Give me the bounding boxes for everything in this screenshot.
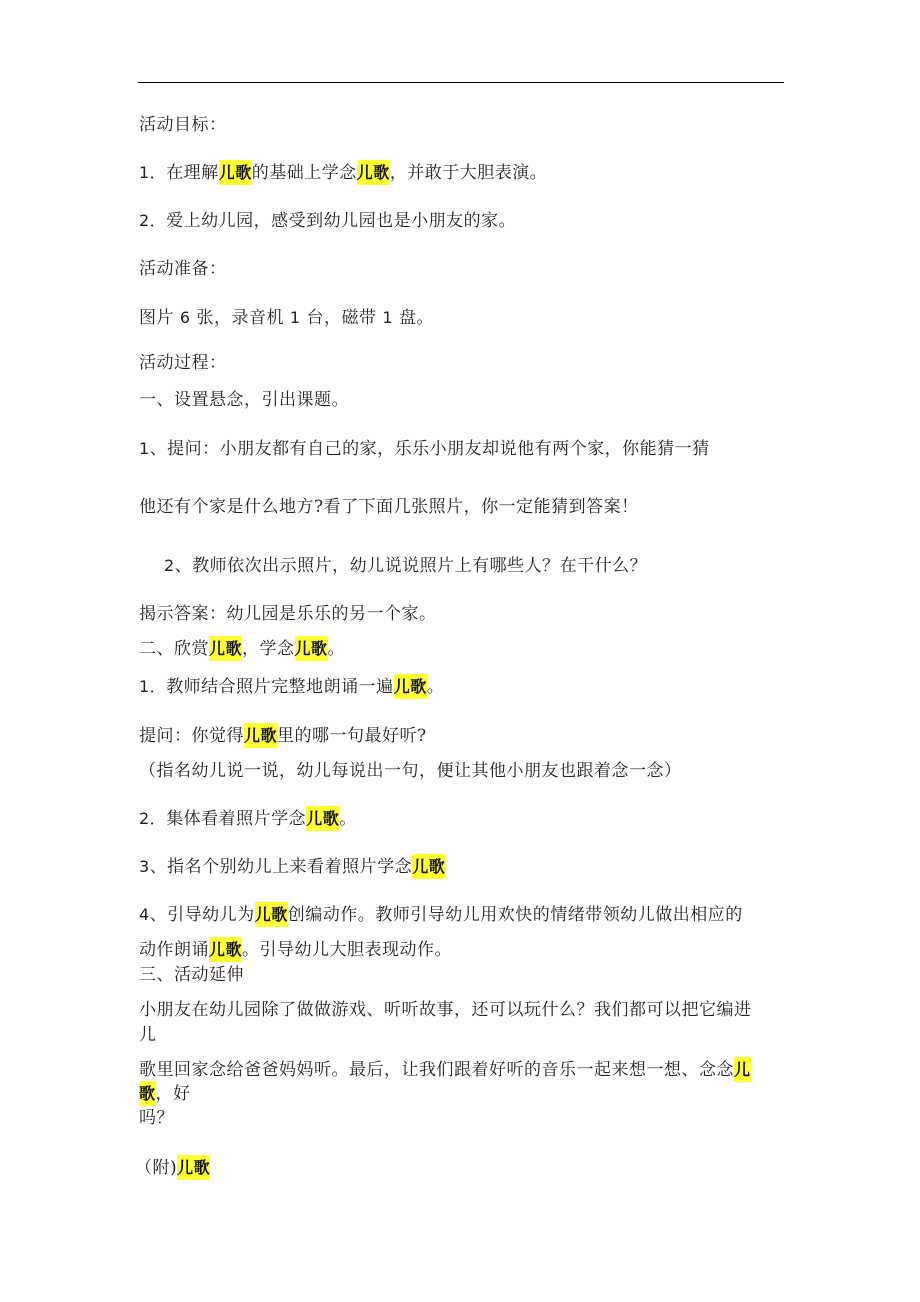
highlight-keyword: 儿歌: [209, 937, 242, 962]
highlight-keyword: 儿: [734, 1057, 751, 1082]
highlight-keyword: 儿歌: [209, 636, 242, 661]
highlight-keyword: 儿歌: [412, 854, 445, 879]
highlight-keyword: 儿歌: [255, 902, 288, 927]
step-1: 1．教师结合照片完整地朗诵一遍儿歌。: [139, 676, 444, 698]
highlight-keyword: 儿歌: [219, 160, 252, 185]
highlight-keyword: 儿歌: [394, 674, 427, 699]
heading-prep: 活动准备：: [139, 259, 227, 279]
answer-reveal: 揭示答案：幼儿园是乐乐的另一个家。: [139, 604, 437, 624]
step-4-continued: 动作朗诵儿歌。引导幼儿大胆表现动作。: [139, 939, 452, 961]
question-2: 2、教师依次出示照片，幼儿说说照片上有哪些人？在干什么？: [164, 556, 648, 576]
header-rule: [138, 82, 784, 83]
question-1: 1、提问：小朋友都有自己的家，乐乐小朋友却说他有两个家，你能猜一猜: [139, 439, 710, 459]
extension-line-2: 歌里回家念给爸爸妈妈听。最后，让我们跟着好听的音乐一起来想一想、念念儿: [139, 1059, 751, 1081]
highlight-keyword: 儿歌: [357, 160, 390, 185]
extension-line-2b: 歌，好: [139, 1083, 191, 1105]
step-2: 2．集体看着照片学念儿歌。: [139, 808, 357, 830]
step-4: 4、引导幼儿为儿歌创编动作。教师引导幼儿用欢快的情绪带领幼儿做出相应的: [139, 904, 743, 926]
extension-line-1: 小朋友在幼儿园除了做做游戏、听听故事，还可以玩什么？我们都可以把它编进: [139, 1000, 752, 1020]
highlight-keyword: 儿歌: [177, 1155, 210, 1180]
question-1-continued: 他还有个家是什么地方?看了下面几张照片，你一定能猜到答案！: [139, 497, 639, 517]
highlight-keyword: 儿歌: [244, 723, 277, 748]
prep-items: 图片 6 张，录音机 1 台，磁带 1 盘。: [139, 308, 434, 328]
heading-goals: 活动目标：: [139, 115, 227, 135]
highlight-keyword: 儿歌: [295, 636, 328, 661]
goal-1: 1．在理解儿歌的基础上学念儿歌，并敢于大胆表演。: [139, 162, 547, 184]
part-1-title: 一、设置悬念，引出课题。: [139, 390, 349, 410]
part-3-title: 三、活动延伸: [139, 965, 244, 985]
highlight-keyword: 歌: [139, 1081, 156, 1106]
step-1-note: （指名幼儿说一说，幼儿每说出一句，便让其他小朋友也跟着念一念）: [139, 761, 682, 781]
part-2-title: 二、欣赏儿歌，学念儿歌。: [139, 638, 345, 660]
step-3: 3、指名个别幼儿上来看着照片学念儿歌: [139, 856, 445, 878]
heading-process: 活动过程：: [139, 353, 227, 373]
goal-2: 2．爱上幼儿园，感受到幼儿园也是小朋友的家。: [139, 211, 517, 231]
appendix-title: （附)儿歌: [135, 1157, 210, 1179]
highlight-keyword: 儿歌: [306, 806, 339, 831]
step-1-question: 提问：你觉得儿歌里的哪一句最好听?: [139, 725, 427, 747]
extension-line-1b: 儿: [139, 1025, 157, 1045]
extension-line-3: 吗？: [139, 1108, 174, 1128]
